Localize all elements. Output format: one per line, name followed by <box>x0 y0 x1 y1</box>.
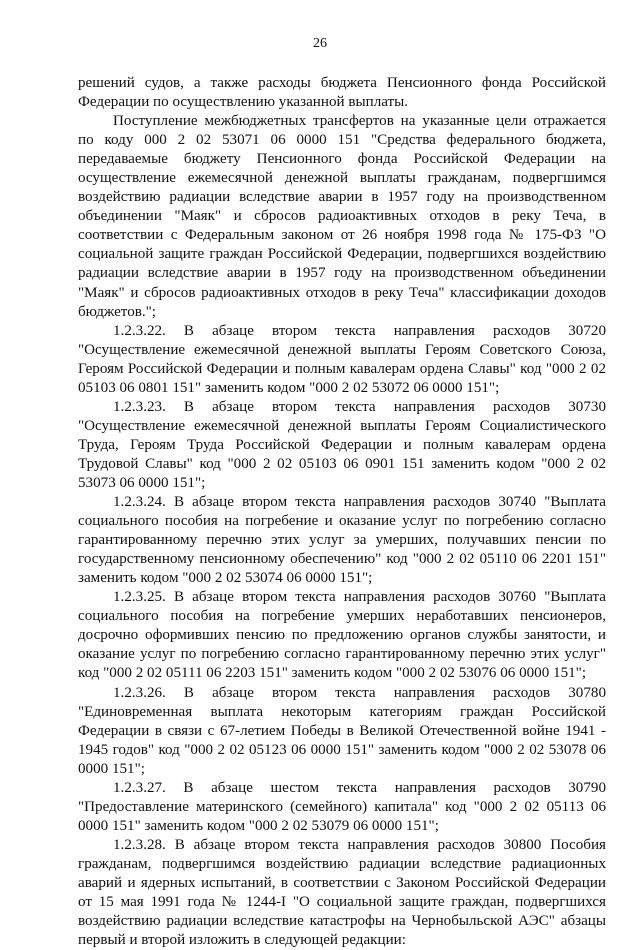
paragraph: 1.2.3.23. В абзаце втором текста направления расходов 30730 "Осуществление ежемесячной денежной выплаты Героям Социалистического Труда, Героям Труда Российской Федерации и полным кавалерам ордена Трудовой Славы" код "000 2 02 05103 06 0901 151 заменить кодом "000 2 02 53073 06 0000 151"; <box>78 398 606 491</box>
paragraph: 1.2.3.24. В абзаце втором текста направления расходов 30740 "Выплата социального пособия на погребение и оказание услуг по погребению согласно гарантированному перечню этих услуг за умерших, получавших пенсии по государственному пенсионному обеспечению" код "000 2 02 05110 06 2201 151" заменить кодом "000 2 02 53074 06 0000 151"; <box>78 494 606 587</box>
paragraph: 1.2.3.25. В абзаце втором текста направления расходов 30760 "Выплата социального пособия на погребение умерших неработавших пенсионеров, досрочно оформивших пенсию по предложению органов службы занятости, и оказание услуг по погребению согласно гарантированному перечню этих услуг" код "000 2 02 05111 06 2203 151" заменить кодом "000 2 02 53076 06 0000 151"; <box>78 589 606 682</box>
paragraph: решений судов, а также расходы бюджета Пенсионного фонда Российской Федерации по осуществлению указанной выплаты. <box>78 75 606 111</box>
paragraph: 1.2.3.26. В абзаце втором текста направления расходов 30780 "Единовременная выплата некоторым категориям граждан Российской Федерации в связи с 67-летием Победы в Великой Отечественной войне 1941 - 1945 годов" код "000 2 02 05123 06 0000 151" заменить кодом "000 2 02 53078 06 0000 151"; <box>78 684 606 777</box>
page-number: 26 <box>313 36 327 51</box>
paragraph: 1.2.3.28. В абзаце втором текста направления расходов 30800 Пособия гражданам, подвергшимся воздействию радиации вследствие радиационных аварий и ядерных испытаний, в соответствии с Законом Российской Федерации от 15 мая 1991 года № 1244-I "О социальной защите граждан, подвергшихся воздействию радиации вследствие катастрофы на Чернобыльской АЭС" абзацы первый и второй изложить в следующей редакции: <box>78 836 606 949</box>
paragraph: 1.2.3.22. В абзаце втором текста направления расходов 30720 "Осуществление ежемесячной денежной выплаты Героям Советского Союза, Героям Российской Федерации и полным кавалерам ордена Славы" код "000 2 02 05103 06 0801 151" заменить кодом "000 2 02 53072 06 0000 151"; <box>78 322 606 396</box>
document-body <box>78 74 606 950</box>
paragraph: Поступление межбюджетных трансфертов на указанные цели отражается по коду 000 2 02 53071 06 0000 151 "Средства федерального бюджета, передаваемые бюджету Пенсионного фонда Российской Федерации на осуществление ежемесячной денежной выплаты гражданам, подвергшимся воздействию радиации вследствие аварии в 1957 году на производственном объединении "Маяк" и сбросов радиоактивных отходов в реку Теча, в соответствии с Федеральным законом от 26 ноября 1998 года № 175-ФЗ "О социальной защите граждан Российской Федерации, подвергшихся воздействию радиации вследствие аварии в 1957 году на производственном объединении "Маяк" и сбросов радиоактивных отходов в реку Теча" классификации доходов бюджетов."; <box>78 113 606 320</box>
paragraph: 1.2.3.27. В абзаце шестом текста направления расходов 30790 "Предоставление материнского (семейного) капитала" код "000 2 02 05113 06 0000 151" заменить кодом "000 2 02 53079 06 0000 151"; <box>78 779 606 834</box>
